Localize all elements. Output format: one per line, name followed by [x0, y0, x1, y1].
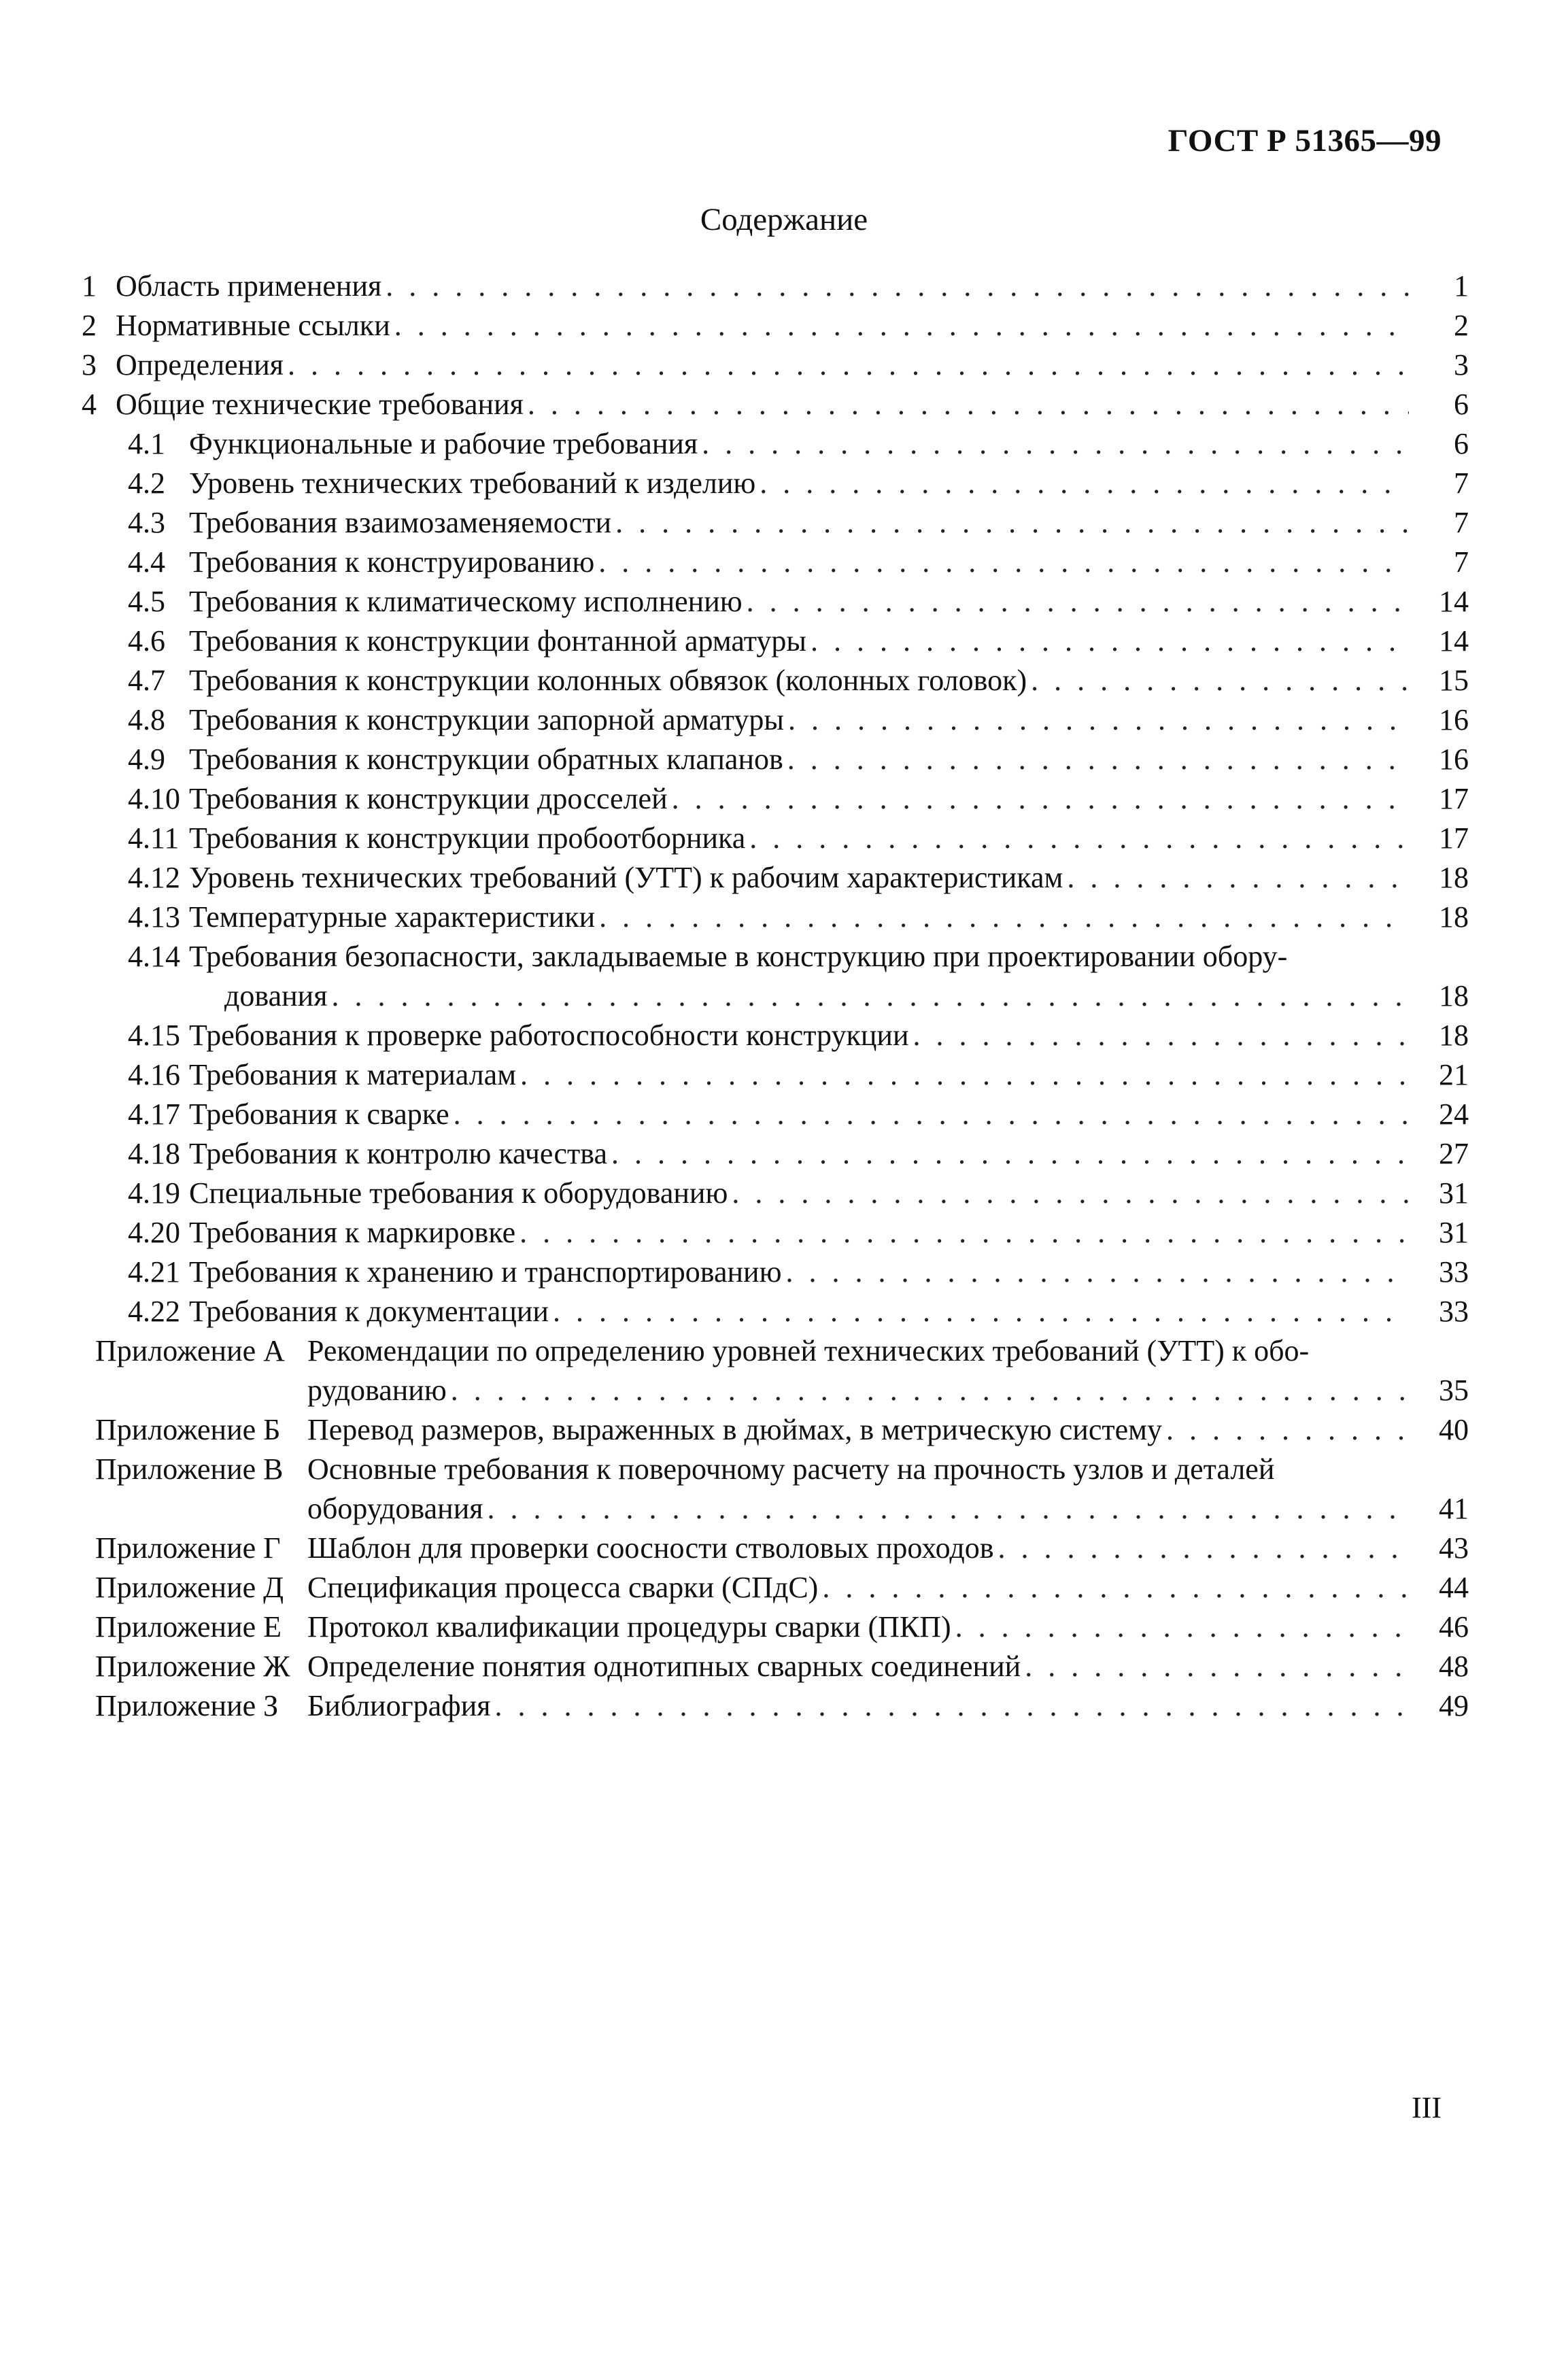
dot-leader: [1025, 1647, 1409, 1686]
toc-entry-page: 18: [1439, 861, 1469, 894]
toc-entry-page: 7: [1454, 506, 1469, 539]
toc-entry-title: Спецификация процесса сварки (СПдС): [307, 1571, 819, 1604]
toc-entry-title: Требования к конструкции пробоотборника: [189, 821, 746, 855]
toc-entry[interactable]: [82, 1568, 1469, 1607]
toc-entry-title: Перевод размеров, выраженных в дюймах, в метрическую систему: [307, 1413, 1162, 1446]
toc-entry-number: 4.17: [128, 1097, 180, 1131]
toc-entry[interactable]: [82, 1213, 1469, 1253]
toc-entry-title: Требования к конструированию: [189, 545, 595, 579]
toc-entry-title: Требования к проверке работоспособности конструкции: [189, 1019, 909, 1052]
toc-entry[interactable]: [82, 385, 1469, 424]
toc-entry-title: Определение понятия однотипных сварных соединений: [307, 1650, 1021, 1683]
toc-entry-page: 18: [1439, 979, 1469, 1012]
toc-entry-title: Требования к документации: [189, 1295, 549, 1328]
toc-entry-number: 4.20: [128, 1216, 180, 1249]
toc-entry-page: 7: [1454, 466, 1469, 500]
dot-leader: [822, 1568, 1409, 1607]
toc-entry-title: Общие технические требования: [116, 388, 524, 421]
dot-leader: [487, 1489, 1409, 1529]
toc-entry-page: 17: [1439, 821, 1469, 855]
toc-entry[interactable]: [82, 858, 1469, 898]
dot-leader: [955, 1607, 1409, 1647]
toc-entry-number: 4.16: [128, 1058, 180, 1091]
toc-entry-number: 4.22: [128, 1295, 180, 1328]
dot-leader: [553, 1292, 1409, 1331]
toc-entry-title: Функциональные и рабочие требования: [189, 427, 698, 460]
toc-entry-number: 4.8: [128, 703, 165, 736]
toc-entry-title: Требования к конструкции колонных обвязок (колонных головок): [189, 664, 1027, 697]
toc-entry-number: 4.13: [128, 900, 180, 934]
toc-entry-number: 4.14: [128, 940, 180, 973]
toc-entry-number: Приложение Б: [95, 1413, 281, 1446]
toc-entry-number: 4.18: [128, 1137, 180, 1170]
dot-leader: [520, 1055, 1409, 1095]
toc-entry-page: 16: [1439, 703, 1469, 736]
toc-entry[interactable]: [82, 819, 1469, 858]
dot-leader: [1067, 858, 1409, 898]
toc-entry-page: 33: [1439, 1255, 1469, 1289]
toc-entry-number: 4.6: [128, 624, 165, 658]
dot-leader: [998, 1529, 1409, 1568]
toc-entry[interactable]: [82, 1174, 1469, 1213]
toc-entry-number: Приложение З: [95, 1689, 279, 1722]
toc-entry-title: Шаблон для проверки соосности стволовых проходов: [307, 1531, 994, 1565]
toc-entry[interactable]: [82, 345, 1469, 385]
toc-entry-page: 43: [1439, 1531, 1469, 1565]
toc-entry-number: 4.4: [128, 545, 165, 579]
dot-leader: [519, 1213, 1409, 1253]
table-of-contents: [82, 267, 1469, 1726]
toc-entry[interactable]: [82, 503, 1469, 543]
toc-entry-number: 4.5: [128, 585, 165, 618]
toc-entry[interactable]: [82, 661, 1469, 700]
toc-entry-number: Приложение Е: [95, 1610, 282, 1644]
toc-entry-number: Приложение А: [95, 1334, 285, 1367]
dot-leader: [747, 582, 1409, 621]
dot-leader: [288, 345, 1409, 385]
toc-entry[interactable]: [82, 1647, 1469, 1686]
toc-entry-title: Требования к сварке: [189, 1097, 449, 1131]
toc-entry-title: Требования к конструкции дросселей: [189, 782, 668, 815]
toc-entry[interactable]: [82, 1410, 1469, 1450]
toc-entry-title-continuation: рудованию: [307, 1374, 447, 1407]
toc-entry-page: 6: [1454, 388, 1469, 421]
toc-entry-page: 17: [1439, 782, 1469, 815]
toc-entry-page: 35: [1439, 1374, 1469, 1407]
toc-entry-number: Приложение Д: [95, 1571, 284, 1604]
toc-entry-continuation[interactable]: [82, 1371, 1469, 1410]
toc-entry-number: 4.1: [128, 427, 165, 460]
dot-leader: [672, 779, 1409, 819]
toc-entry[interactable]: [82, 306, 1469, 345]
toc-entry-page: 48: [1439, 1650, 1469, 1683]
dot-leader: [749, 819, 1409, 858]
toc-entry[interactable]: [82, 267, 1469, 306]
toc-entry[interactable]: [82, 1253, 1469, 1292]
toc-entry-continuation[interactable]: [82, 1489, 1469, 1529]
toc-entry-number: 2: [82, 309, 97, 342]
toc-entry[interactable]: [82, 543, 1469, 582]
toc-entry[interactable]: [82, 1686, 1469, 1726]
toc-entry[interactable]: [82, 898, 1469, 937]
toc-entry-page: 49: [1439, 1689, 1469, 1722]
page-number: III: [1412, 2091, 1442, 2124]
toc-entry-page: 1: [1454, 269, 1469, 303]
dot-leader: [528, 385, 1409, 424]
toc-entry[interactable]: [82, 464, 1469, 503]
toc-entry-title: Специальные требования к оборудованию: [189, 1176, 728, 1210]
toc-entry-number: 4.21: [128, 1255, 180, 1289]
dot-leader: [598, 543, 1409, 582]
dot-leader: [760, 464, 1409, 503]
standard-code: ГОСТ Р 51365—99: [1168, 123, 1442, 158]
toc-entry-number: 4.3: [128, 506, 165, 539]
toc-entry-number: 3: [82, 348, 97, 381]
toc-entry-number: 1: [82, 269, 97, 303]
toc-entry[interactable]: [82, 937, 1469, 976]
dot-leader: [1166, 1410, 1409, 1450]
dot-leader: [785, 1253, 1409, 1292]
toc-entry-page: 21: [1439, 1058, 1469, 1091]
toc-entry[interactable]: [82, 700, 1469, 740]
toc-entry[interactable]: [82, 1016, 1469, 1055]
toc-entry-page: 31: [1439, 1216, 1469, 1249]
toc-entry-page: 40: [1439, 1413, 1469, 1446]
toc-entry-page: 6: [1454, 427, 1469, 460]
toc-entry[interactable]: [82, 1450, 1469, 1489]
toc-entry-number: 4.15: [128, 1019, 180, 1052]
toc-entry-number: 4.2: [128, 466, 165, 500]
toc-entry-page: 2: [1454, 309, 1469, 342]
toc-entry-title-continuation: дования: [224, 979, 328, 1012]
dot-leader: [811, 621, 1409, 661]
toc-entry-number: 4.11: [128, 821, 180, 855]
toc-entry[interactable]: [82, 1292, 1469, 1331]
toc-entry[interactable]: [82, 1607, 1469, 1647]
toc-entry-title: Рекомендации по определению уровней технических требований (УТТ) к обо-: [307, 1334, 1310, 1367]
dot-leader: [451, 1371, 1409, 1410]
toc-entry[interactable]: [82, 621, 1469, 661]
toc-entry-title-continuation: оборудования: [307, 1492, 483, 1525]
toc-entry-title: Требования к маркировке: [189, 1216, 516, 1249]
dot-leader: [913, 1016, 1410, 1055]
toc-entry[interactable]: [82, 740, 1469, 779]
dot-leader: [732, 1174, 1409, 1213]
toc-entry[interactable]: [82, 1055, 1469, 1095]
toc-entry-title: Требования к климатическому исполнению: [189, 585, 743, 618]
toc-entry-title: Область применения: [116, 269, 382, 303]
dot-leader: [386, 267, 1409, 306]
toc-entry-title: Требования безопасности, закладываемые в конструкцию при проектировании обору-: [189, 940, 1288, 973]
toc-entry-number: 4: [82, 388, 97, 421]
dot-leader: [788, 700, 1409, 740]
toc-entry-title: Требования к материалам: [189, 1058, 517, 1091]
dot-leader: [611, 1134, 1409, 1174]
toc-entry-number: 4.19: [128, 1176, 180, 1210]
toc-title: Содержание: [700, 202, 868, 237]
toc-entry-number: 4.10: [128, 782, 180, 815]
toc-entry[interactable]: [82, 424, 1469, 464]
toc-entry-title: Требования к конструкции запорной арматуры: [189, 703, 784, 736]
toc-entry-title: Библиография: [307, 1689, 491, 1722]
toc-entry-page: 15: [1439, 664, 1469, 697]
dot-leader: [454, 1095, 1409, 1134]
toc-entry-title: Протокол квалификации процедуры сварки (ПКП): [307, 1610, 951, 1644]
toc-entry-title: Основные требования к поверочному расчету на прочность узлов и деталей: [307, 1452, 1275, 1486]
dot-leader: [787, 740, 1409, 779]
toc-entry-page: 41: [1439, 1492, 1469, 1525]
toc-entry[interactable]: [82, 582, 1469, 621]
toc-entry-page: 44: [1439, 1571, 1469, 1604]
dot-leader: [1031, 661, 1409, 700]
toc-entry-title: Требования к конструкции фонтанной арматуры: [189, 624, 806, 658]
toc-entry-title: Требования взаимозаменяемости: [189, 506, 612, 539]
toc-entry[interactable]: [82, 1529, 1469, 1568]
toc-entry[interactable]: [82, 1134, 1469, 1174]
toc-entry-title: Требования к конструкции обратных клапанов: [189, 743, 783, 776]
toc-entry[interactable]: [82, 779, 1469, 819]
toc-entry-page: 7: [1454, 545, 1469, 579]
toc-entry-page: 3: [1454, 348, 1469, 381]
toc-entry-page: 16: [1439, 743, 1469, 776]
toc-entry-page: 18: [1439, 900, 1469, 934]
toc-entry[interactable]: [82, 1331, 1469, 1371]
toc-entry-title: Нормативные ссылки: [116, 309, 390, 342]
toc-entry-page: 18: [1439, 1019, 1469, 1052]
dot-leader: [494, 1686, 1409, 1726]
toc-entry-page: 14: [1439, 585, 1469, 618]
toc-entry-page: 46: [1439, 1610, 1469, 1644]
dot-leader: [615, 503, 1409, 543]
toc-entry-title: Требования к контролю качества: [189, 1137, 607, 1170]
toc-entry-page: 31: [1439, 1176, 1469, 1210]
toc-entry-title: Определения: [116, 348, 284, 381]
toc-entry-page: 33: [1439, 1295, 1469, 1328]
toc-entry-page: 27: [1439, 1137, 1469, 1170]
dot-leader: [599, 898, 1409, 937]
toc-entry-title: Требования к хранению и транспортированию: [189, 1255, 782, 1289]
toc-entry-number: Приложение Г: [95, 1531, 281, 1565]
toc-entry-number: 4.12: [128, 861, 180, 894]
dot-leader: [331, 976, 1409, 1016]
toc-entry-title: Уровень технических требований к изделию: [189, 466, 756, 500]
dot-leader: [702, 424, 1409, 464]
dot-leader: [394, 306, 1409, 345]
toc-entry-number: 4.7: [128, 664, 165, 697]
toc-entry-continuation[interactable]: [82, 976, 1469, 1016]
toc-entry[interactable]: [82, 1095, 1469, 1134]
toc-entry-number: Приложение В: [95, 1452, 284, 1486]
toc-entry-title: Уровень технических требований (УТТ) к рабочим характеристикам: [189, 861, 1063, 894]
toc-entry-page: 24: [1439, 1097, 1469, 1131]
toc-entry-page: 14: [1439, 624, 1469, 658]
toc-entry-number: Приложение Ж: [95, 1650, 290, 1683]
toc-entry-number: 4.9: [128, 743, 165, 776]
toc-entry-title: Температурные характеристики: [189, 900, 596, 934]
